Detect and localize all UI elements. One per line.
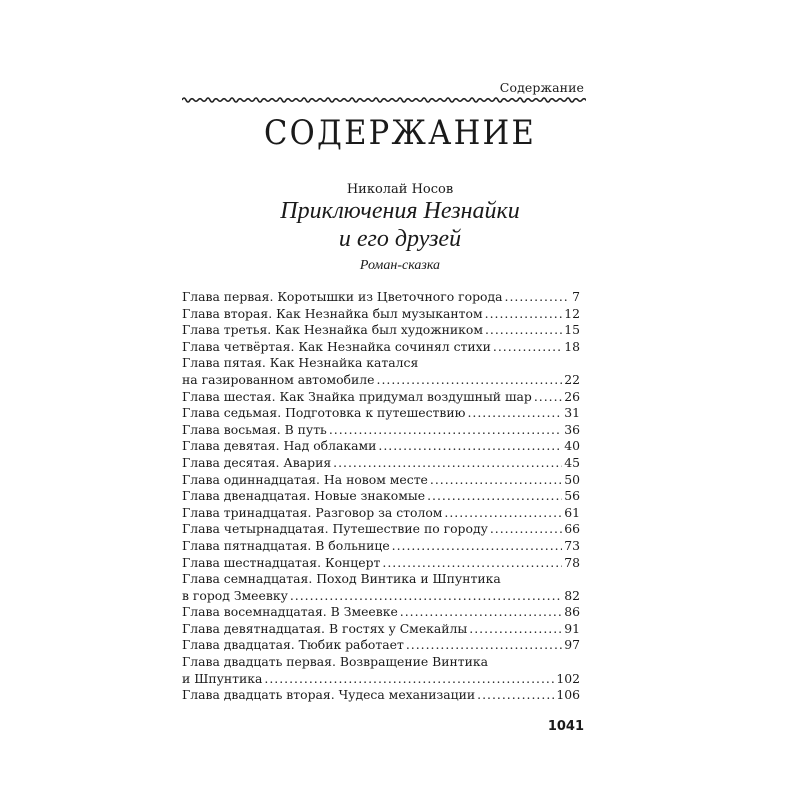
toc-entry-page: 66 (564, 521, 580, 537)
toc-entry-line (182, 588, 580, 605)
toc-leader-dots (378, 438, 562, 455)
toc-entry-line (182, 538, 580, 555)
toc-entry-title: Глава девятая. Над облаками (182, 438, 377, 454)
toc-entry-line (182, 555, 580, 572)
toc-entry (182, 455, 580, 472)
toc-entry-line (182, 339, 580, 356)
author-name: Николай Носов (346, 182, 454, 197)
toc-entry (182, 521, 580, 538)
toc-entry-line (182, 422, 580, 439)
toc-entry-title: Глава тринадцатая. Разговор за столом (182, 504, 443, 520)
toc-leader-dots (444, 505, 562, 522)
toc-entry (182, 306, 580, 323)
toc-entry (182, 339, 580, 356)
toc-entry (182, 555, 580, 572)
toc-entry-title: и Шпунтика (182, 670, 263, 686)
toc-entry-line (182, 604, 580, 621)
toc-entry-page: 56 (564, 488, 580, 504)
toc-entry-title: Глава первая. Коротышки из Цветочного города (182, 289, 503, 304)
toc-entry-page: 15 (564, 322, 580, 338)
toc-entry-title: Глава девятнадцатая. В гостях у Смекайлы (182, 620, 468, 636)
toc-leader-dots (382, 555, 562, 572)
toc-entry-line (182, 438, 580, 455)
toc-entry (182, 488, 580, 505)
toc-entry-title-line: Глава двадцать первая. Возвращение Винтика (182, 654, 488, 670)
toc-entry-page: 82 (564, 587, 580, 603)
toc-entry-page: 86 (564, 604, 580, 620)
toc-leader-dots (485, 306, 563, 323)
toc-leader-dots (264, 671, 554, 688)
toc-leader-dots (505, 289, 571, 306)
toc-entry (182, 637, 580, 654)
toc-entry (182, 538, 580, 555)
toc-entry-title: Глава пятнадцатая. В больнице (182, 537, 390, 553)
toc-entry-title: на газированном автомобиле (182, 371, 375, 387)
work-title-line-1: Приключения Незнайки (280, 198, 520, 224)
toc-entry (182, 654, 580, 687)
toc-entry-title: Глава двенадцатая. Новые знакомые (182, 488, 426, 504)
toc-leader-dots (430, 472, 562, 489)
toc-entry-title: Глава шестнадцатая. Концерт (182, 554, 381, 570)
toc-entry (182, 687, 580, 704)
toc-entry-page: 97 (564, 637, 580, 653)
toc-entry-page: 102 (556, 670, 580, 686)
toc-entry-page: 18 (564, 338, 580, 354)
toc-entry-line (182, 405, 580, 422)
toc-entry (182, 389, 580, 406)
toc-entry (182, 604, 580, 621)
toc-leader-dots (329, 422, 562, 439)
toc-leader-dots (427, 488, 562, 505)
toc-entry-title: Глава двадцать вторая. Чудеса механизации (182, 687, 476, 703)
toc-entry-title: Глава восемнадцатая. В Змеевке (182, 604, 398, 620)
toc-leader-dots (493, 339, 562, 356)
toc-entry-title: Глава четырнадцатая. Путешествие по городу (182, 521, 488, 537)
toc-leader-dots (469, 621, 562, 638)
running-header: Содержание (499, 80, 584, 95)
toc-entry-title-line: Глава пятая. Как Незнайка катался (182, 355, 419, 371)
toc-entry-line (182, 372, 580, 389)
toc-entry-page: 78 (564, 554, 580, 570)
toc-leader-dots (333, 455, 562, 472)
toc-entry (182, 571, 580, 604)
toc-entry (182, 472, 580, 489)
toc-entry (182, 289, 580, 306)
toc-entry-title: Глава десятая. Авария (182, 454, 332, 470)
genre-label: Роман-сказка (359, 258, 441, 273)
toc-entry-line (182, 472, 580, 489)
page-title: СОДЕРЖАНИЕ (263, 113, 537, 153)
toc-entry (182, 405, 580, 422)
toc-entry-line (182, 687, 580, 704)
toc-entry (182, 621, 580, 638)
toc-entry-title: Глава восьмая. В путь (182, 421, 327, 437)
toc-entry-page: 50 (564, 471, 580, 487)
toc-entry-line (182, 621, 580, 638)
toc-entry-page: 22 (564, 371, 580, 387)
work-title-line-2: и его друзей (338, 226, 462, 252)
toc-entry-page: 40 (564, 438, 580, 454)
toc-entry (182, 355, 580, 388)
toc-entry-line (182, 505, 580, 522)
toc-entry-line (182, 289, 580, 306)
toc-entry-page: 36 (564, 421, 580, 437)
toc-entry-line (182, 322, 580, 339)
toc-entry-line (182, 389, 580, 406)
toc-entry-page: 12 (564, 305, 580, 321)
toc-entry-title: Глава третья. Как Незнайка был художником (182, 322, 483, 338)
toc-entry (182, 422, 580, 439)
work-title (0, 197, 800, 253)
toc-entry-page: 31 (564, 405, 580, 421)
toc-entry-title: в город Змеевку (182, 587, 288, 603)
toc-entry-title: Глава двадцатая. Тюбик работает (182, 637, 404, 653)
toc-entry-line (182, 488, 580, 505)
toc-leader-dots (534, 389, 562, 406)
toc-entry-title: Глава одиннадцатая. На новом месте (182, 471, 428, 487)
table-of-contents (182, 289, 580, 704)
toc-entry-page: 26 (564, 388, 580, 404)
toc-entry-line (182, 306, 580, 323)
toc-entry-line (182, 521, 580, 538)
toc-leader-dots (392, 538, 563, 555)
toc-entry-line (182, 455, 580, 472)
toc-entry-title: Глава четвёртая. Как Незнайка сочинял стихи (182, 338, 491, 354)
toc-entry-title: Глава седьмая. Подготовка к путешествию (182, 405, 466, 421)
toc-entry-page: 61 (564, 504, 580, 520)
toc-entry-page: 7 (572, 289, 580, 304)
page-number: 1041 (547, 719, 584, 734)
toc-leader-dots (406, 637, 562, 654)
toc-leader-dots (290, 588, 562, 605)
toc-entry-page: 45 (564, 454, 580, 470)
toc-entry (182, 505, 580, 522)
toc-entry-line (182, 637, 580, 654)
toc-entry-page: 106 (556, 687, 580, 703)
toc-entry (182, 438, 580, 455)
toc-leader-dots (477, 687, 554, 704)
toc-entry-page: 73 (564, 537, 580, 553)
toc-entry (182, 322, 580, 339)
toc-leader-dots (485, 322, 562, 339)
toc-leader-dots (377, 372, 563, 389)
toc-leader-dots (400, 604, 562, 621)
toc-entry-title: Глава вторая. Как Незнайка был музыкантом (182, 305, 483, 321)
toc-leader-dots (467, 405, 562, 422)
toc-entry-page: 91 (564, 620, 580, 636)
toc-entry-title: Глава шестая. Как Знайка придумал воздушный шар (182, 388, 532, 404)
wavy-divider (182, 94, 586, 106)
toc-entry-line (182, 671, 580, 688)
toc-entry-title-line: Глава семнадцатая. Поход Винтика и Шпунтика (182, 571, 501, 587)
toc-leader-dots (490, 521, 562, 538)
